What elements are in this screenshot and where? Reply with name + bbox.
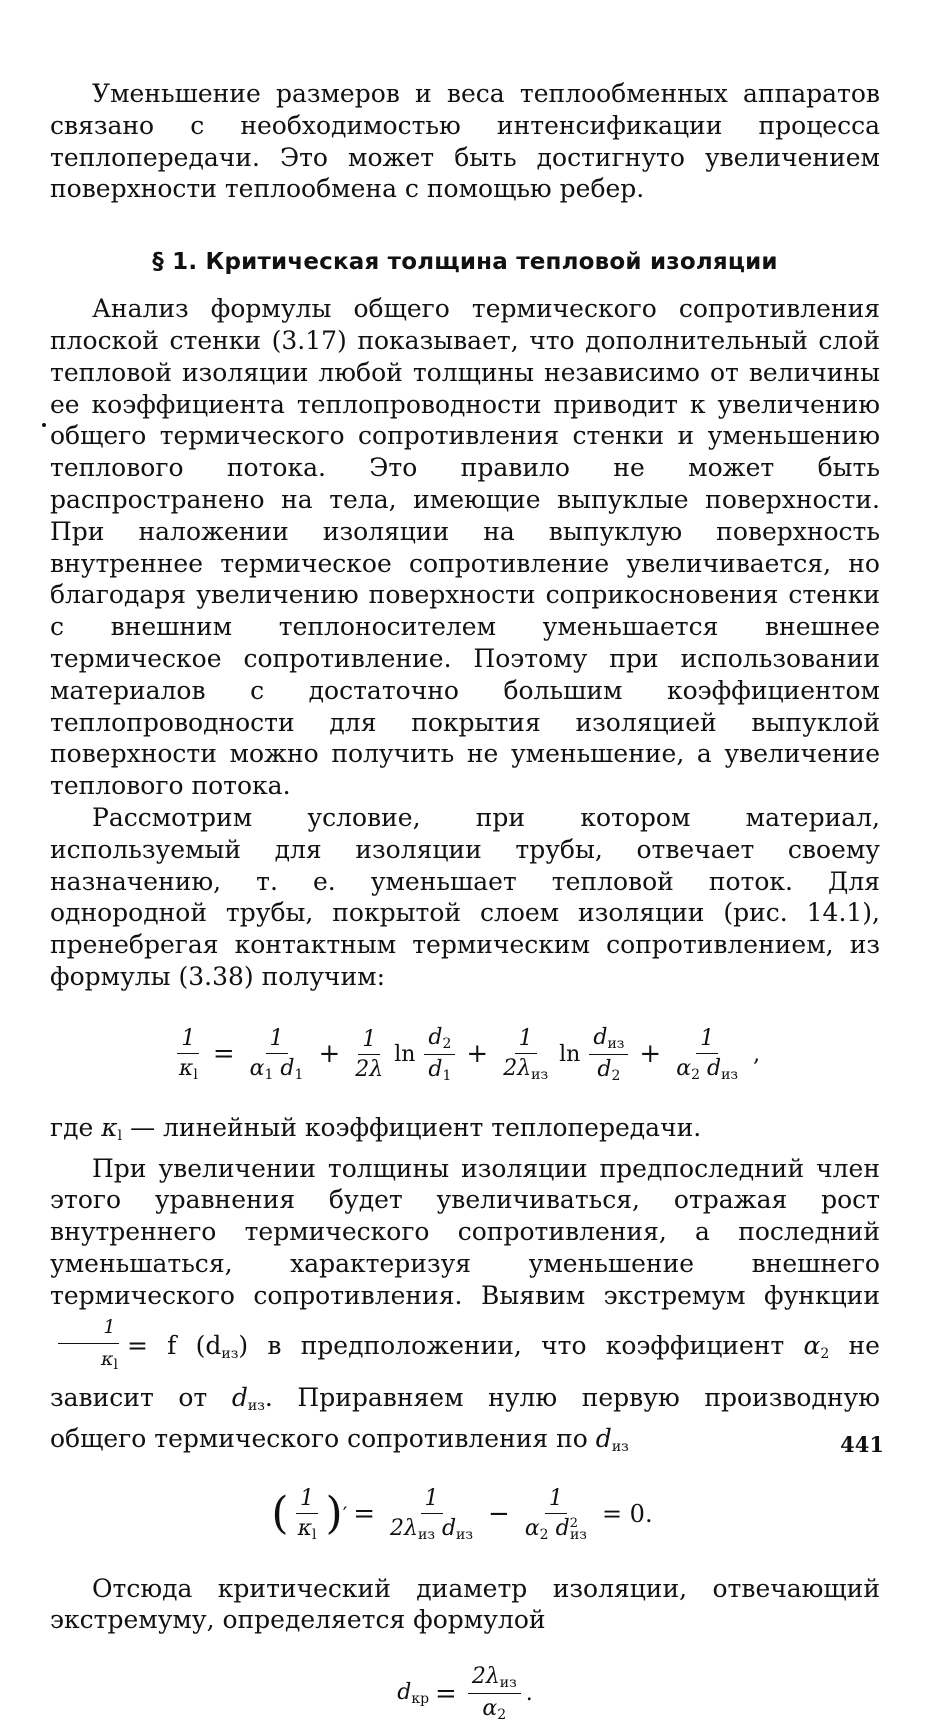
critical-diameter-paragraph: Отсюда критический диаметр изоляции, отвечающий экстремуму, определяется формулой [50,1573,880,1635]
eq3-fraction: $\frac{2\lambda_{из}}{\alpha_2}$ [468,1664,521,1723]
critical-diameter-formula: $d_{кр}$ = $\frac{2\lambda_{из}}{\alpha_2}$ . [397,1664,533,1723]
page-number: 441 [840,1432,884,1457]
heat-transfer-equation: $\frac{1}{\kappa_l}$ = $\frac{1}{\alpha_1 d_1}$ + $\frac{1}{2\lambda}$ ln $\frac{d_2}{d_1}$ + $\frac{1}{2\lambda_{из}}$ ln $\frac{d_{из}}{d_2}$ + $\frac{1}{\alpha_2 d_{из}}$ , [50,1025,880,1084]
eq2-lhs: $\frac{1}{\kappa_l}$ [297,1485,317,1543]
eq2-term-2: $\frac{1}{\alpha_2 d^2_{из}}$ [524,1485,587,1543]
eq1-term-2-coef: $\frac{1}{2\lambda}$ [355,1026,384,1082]
eq2-term-1: $\frac{1}{2\lambda_{из} d_{из}}$ [390,1485,474,1543]
eq1-term-lhs: $\frac{1}{\kappa_l}$ [178,1025,198,1083]
inline-fraction: $\frac{1}{\kappa_l}$ [56,1312,121,1383]
intro-paragraph: Уменьшение размеров и веса теплообменных аппаратов связано с необходимостью интенсификации процесса теплопередачи. Это может быть достигнуто увеличением поверхности теплообмена с помощью ребер. [50,79,880,204]
analysis-paragraph: Анализ формулы общего термического сопротивления плоской стенки (3.17) показывает, что дополнительный слой тепловой изоляции любой толщины независимо от величины ее коэффициента теплопроводности приводит к увеличению общего термического сопротивления стенки и уменьшению теплового потока. Это правило не может быть распространено на тела, имеющие выпуклые поверхности. При наложении изоляции на выпуклую поверхность внутреннее термическое сопротивление увеличивается, но благодаря увеличению поверхности соприкосновения стенки с внешним теплоносителем уменьшается внешнее термическое сопротивление. Поэтому при использовании материалов с достаточно большим коэффициентом теплопроводности для покрытия изоляцией выпуклой поверхности можно получить не уменьшение, а увеличение теплового потока. [50,294,880,801]
eq1-term-2-ratio: $\frac{d_2}{d_1}$ [424,1025,455,1084]
condition-paragraph: Рассмотрим условие, при котором материал, используемый для изоляции трубы, отвечает своему назначению, т. е. уменьшает тепловой поток. Для однородной трубы, покрытой слоем изоляции (рис. 14.1), пренебрегая контактным термическим сопротивлением, из формулы (3.38) получим: [50,802,880,991]
eq1-term-1: $\frac{1}{\alpha_1 d_1}$ [249,1025,304,1083]
margin-mark [42,423,46,427]
extremum-paragraph: При увеличении толщины изоляции предпоследний член этого уравнения будет увеличиваться, отражая рост внутреннего термического сопротивления, а последний уменьшаться, характеризуя уменьшение внешнего термического сопротивления. Выявим экстремум функции $\frac{1}{\kappa_l}$ = f $(d_{из})$ в предположении, что коэффициент $\alpha_2$ не зависит от $d_{из}$. Приравняем нулю первую производную общего термического сопротивления по $d_{из}$ [50,1153,880,1455]
eq1-term-4: $\frac{1}{\alpha_2 d_{из}}$ [676,1025,739,1083]
eq1-term-3-coef: $\frac{1}{2\lambda_{из}}$ [503,1025,549,1083]
derivative-equation: ( $\frac{1}{\kappa_l}$ ) ′ = $\frac{1}{2\lambda_{из} d_{из}}$ − $\frac{1}{\alpha_2 d^2_{из}}$ = 0. [271,1485,653,1543]
eq1-term-3-ratio: $\frac{d_{из}}{d_2}$ [589,1025,628,1084]
section-heading: § 1. Критическая толщина тепловой изоляции [152,249,778,276]
definition-paragraph: где $\kappa_l$ — линейный коэффициент теплопередачи. [50,1112,702,1144]
